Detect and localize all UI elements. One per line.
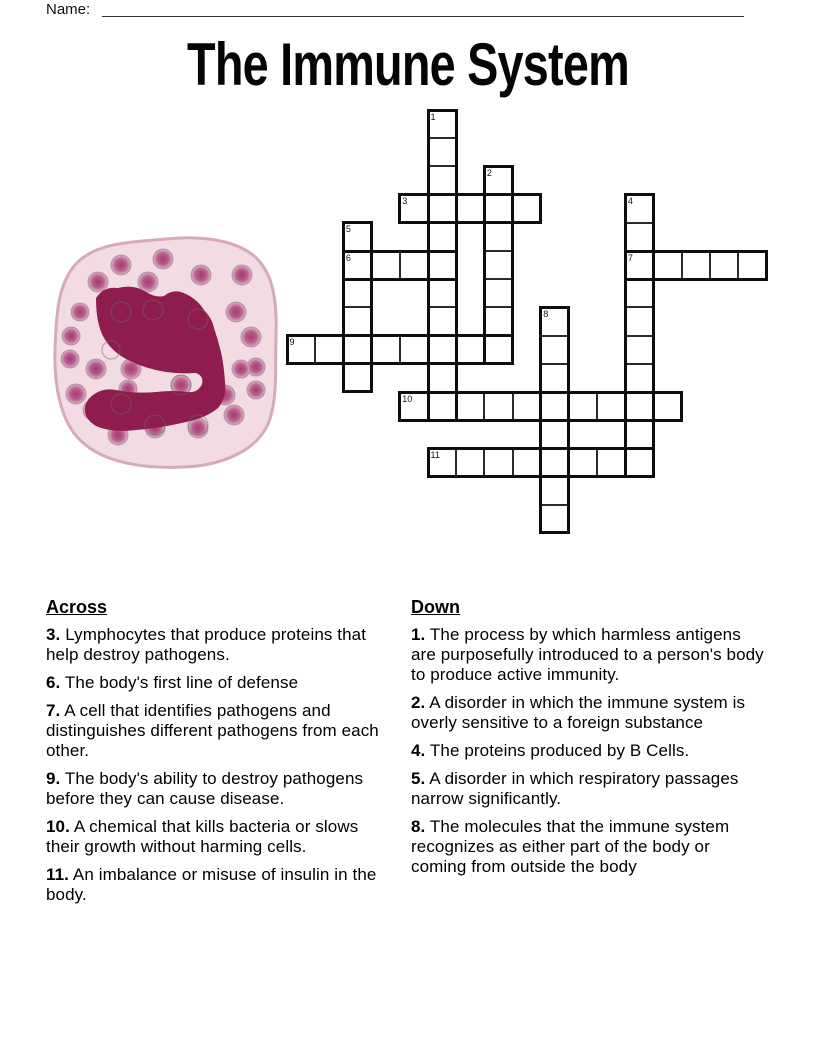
clue-number: 2. [411, 693, 426, 712]
grid-cell[interactable] [541, 477, 569, 505]
grid-cell[interactable] [372, 336, 400, 364]
clue-item-5: 5. A disorder in which respiratory passages narrow significantly. [411, 769, 739, 808]
cell-number: 3 [402, 196, 408, 207]
grid-cell[interactable] [484, 448, 512, 476]
clue-number: 9. [46, 769, 61, 788]
cell-number: 7 [627, 252, 633, 263]
grid-cell[interactable] [625, 279, 653, 307]
clue-item-7: 7. A cell that identifies pathogens and distinguishes different pathogens from each other. [46, 701, 379, 760]
cell-number: 10 [402, 393, 413, 404]
down-clues-section [411, 597, 769, 885]
clue-number: 7. [46, 701, 61, 720]
grid-cell[interactable] [428, 138, 456, 166]
grid-cell[interactable] [372, 251, 400, 279]
grid-cell[interactable] [625, 223, 653, 251]
cell-number: 9 [289, 337, 295, 348]
clue-number: 3. [46, 625, 61, 644]
clue-item-11: 11. An imbalance or misuse of insulin in the body. [46, 865, 377, 904]
grid-cell[interactable] [315, 336, 343, 364]
grid-cell[interactable] [428, 392, 456, 420]
down-clue-list [411, 625, 769, 877]
across-clue-list [46, 625, 394, 905]
grid-cell[interactable] [428, 336, 456, 364]
grid-cell[interactable] [400, 251, 428, 279]
grid-cell[interactable] [484, 251, 512, 279]
cell-number: 6 [345, 252, 351, 263]
clue-number: 1. [411, 625, 426, 644]
clue-number: 10. [46, 817, 70, 836]
grid-cell[interactable] [682, 251, 710, 279]
clue-item-6: 6. The body's first line of defense [46, 673, 299, 692]
grid-cell[interactable] [513, 195, 541, 223]
grid-cell[interactable] [343, 279, 371, 307]
grid-cell[interactable] [625, 448, 653, 476]
clue-item-4: 4. The proteins produced by B Cells. [411, 741, 690, 760]
grid-cell[interactable] [456, 392, 484, 420]
cell-number: 2 [486, 167, 492, 178]
grid-cell[interactable] [484, 279, 512, 307]
cell-number: 4 [627, 196, 633, 207]
grid-cell[interactable] [484, 336, 512, 364]
clue-number: 5. [411, 769, 426, 788]
grid-cell[interactable] [625, 420, 653, 448]
clue-item-2: 2. A disorder in which the immune system is overly sensitive to a foreign substance [411, 693, 746, 732]
grid-cell[interactable] [625, 307, 653, 335]
grid-cell[interactable] [541, 505, 569, 533]
grid-cell[interactable] [484, 223, 512, 251]
clue-item-8: 8. The molecules that the immune system recognizes as either part of the body or coming from outside the body [411, 817, 730, 876]
grid-cell[interactable] [343, 307, 371, 335]
grid-cell[interactable] [710, 251, 738, 279]
grid-cell[interactable] [513, 448, 541, 476]
grid-cell[interactable] [513, 392, 541, 420]
grid-cell[interactable] [654, 251, 682, 279]
clue-item-10: 10. A chemical that kills bacteria or slows their growth without harming cells. [46, 817, 359, 856]
grid-cell[interactable] [654, 392, 682, 420]
clue-number: 8. [411, 817, 426, 836]
grid-cell[interactable] [484, 195, 512, 223]
grid-cell[interactable] [625, 336, 653, 364]
grid-cell[interactable] [343, 364, 371, 392]
name-label: Name: [46, 1, 91, 18]
grid-cell[interactable] [625, 392, 653, 420]
across-heading: Across [46, 597, 108, 617]
grid-cell[interactable] [428, 364, 456, 392]
grid-cell[interactable] [456, 448, 484, 476]
page-title: The Immune System [187, 31, 629, 98]
grid-cell[interactable] [484, 307, 512, 335]
grid-cell[interactable] [541, 364, 569, 392]
cell-number: 1 [430, 111, 436, 122]
grid-cell[interactable] [625, 364, 653, 392]
grid-cell[interactable] [428, 166, 456, 194]
grid-cell[interactable] [484, 392, 512, 420]
grid-cell[interactable] [569, 448, 597, 476]
across-clues-section [46, 597, 394, 913]
grid-cell[interactable] [456, 336, 484, 364]
grid-cell[interactable] [597, 448, 625, 476]
grid-cell[interactable] [456, 195, 484, 223]
grid-cell[interactable] [738, 251, 766, 279]
grid-cell[interactable] [541, 336, 569, 364]
cell-number: 11 [430, 449, 440, 460]
clue-number: 11. [46, 865, 69, 884]
grid-cell[interactable] [428, 251, 456, 279]
grid-cell[interactable] [541, 392, 569, 420]
grid-cell[interactable] [428, 195, 456, 223]
clue-number: 4. [411, 741, 426, 760]
grid-cell[interactable] [400, 336, 428, 364]
grid-cell[interactable] [343, 336, 371, 364]
grid-cell[interactable] [541, 420, 569, 448]
clue-item-1: 1. The process by which harmless antigens are purposefully introduced to a person's body to produce active immunity. [411, 625, 764, 684]
grid-cell[interactable] [428, 223, 456, 251]
grid-cell[interactable] [597, 392, 625, 420]
clue-number: 6. [46, 673, 61, 692]
grid-cell[interactable] [541, 448, 569, 476]
clue-item-3: 3. Lymphocytes that produce proteins that help destroy pathogens. [46, 625, 367, 664]
cell-number: 8 [543, 308, 549, 319]
down-heading: Down [411, 597, 460, 617]
clue-item-9: 9. The body's ability to destroy pathogens before they can cause disease. [46, 769, 364, 808]
grid-cell[interactable] [569, 392, 597, 420]
cell-number: 5 [345, 224, 351, 235]
grid-cell[interactable] [428, 279, 456, 307]
grid-cell[interactable] [428, 307, 456, 335]
